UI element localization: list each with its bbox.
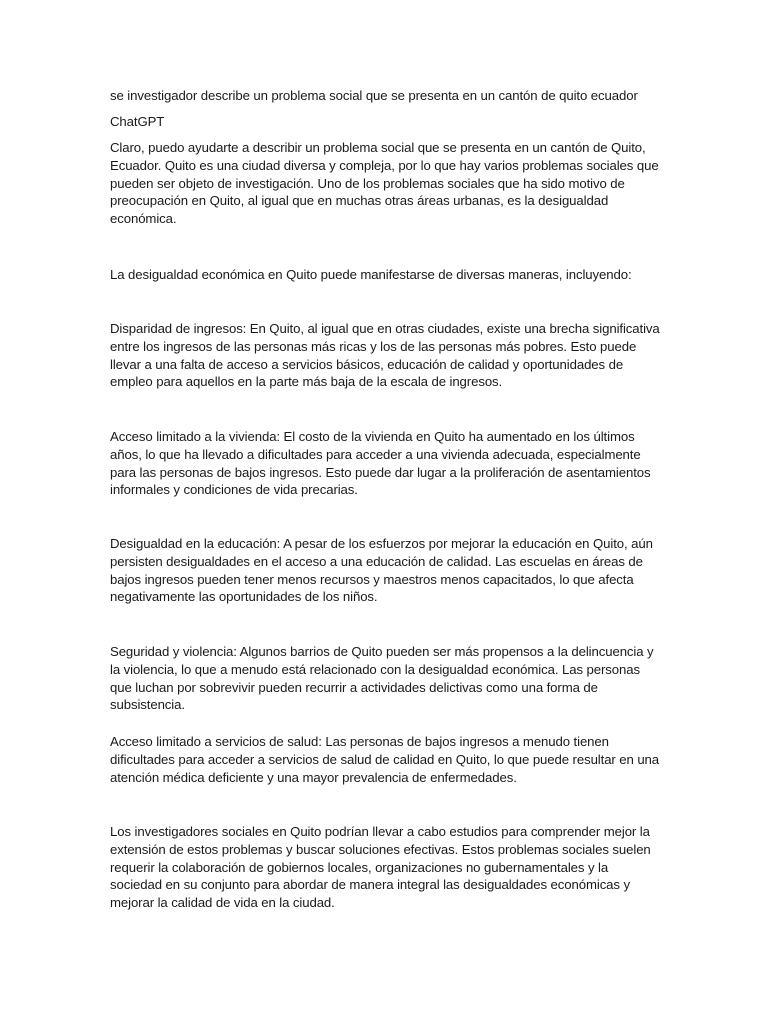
paragraph-housing-access: Acceso limitado a la vivienda: El costo de la vivienda en Quito ha aumentado en los últimos años, lo que ha llevado a dificultades para acceder a una vivienda adecuada, especialmente para las personas de bajos ingresos. Esto puede dar lugar a la proliferación de asentamientos informales y condiciones de vida precarias. — [110, 429, 651, 498]
paragraph-income-disparity: Disparidad de ingresos: En Quito, al igual que en otras ciudades, existe una brecha significativa entre los ingresos de las personas más ricas y los de las personas más pobres. Esto puede llevar a una falta de acceso a servicios básicos, educación de calidad y oportunidades de empleo para aquellos en la parte más baja de la escala de ingresos. — [110, 321, 660, 390]
paragraph-education-inequality: Desigualdad en la educación: A pesar de los esfuerzos por mejorar la educación en Quito, aún persisten desigualdades en el acceso a una educación de calidad. Las escuelas en áreas de bajos ingresos pueden tener menos recursos y maestros menos capacitados, lo que afecta negativamente las oportunidades de los niños. — [110, 536, 653, 605]
closing-paragraph: Los investigadores sociales en Quito podrían llevar a cabo estudios para comprender mejor la extensión de estos problemas y buscar soluciones efectivas. Estos problemas sociales suelen requerir la colaboración de gobiernos locales, organizaciones no gubernamentales y la sociedad en su conjunto para abordar de manera integral las desigualdades económicas y mejorar la calidad de vida en la ciudad. — [110, 824, 651, 911]
paragraph-health-access: Acceso limitado a servicios de salud: Las personas de bajos ingresos a menudo tienen dificultades para acceder a servicios de salud de calidad en Quito, lo que puede resultar en una atención médica deficiente y una mayor prevalencia de enfermedades. — [110, 734, 660, 785]
intro-paragraph: Claro, puedo ayudarte a describir un problema social que se presenta en un cantón de Quito, Ecuador. Quito es una ciudad diversa y compleja, por lo que hay varios problemas sociales que pueden ser objeto de investigación. Uno de los problemas sociales que ha sido motivo de preocupación en Quito, al igual que en muchas otras áreas urbanas, es la desigualdad económica. — [110, 140, 659, 227]
author-label: ChatGPT — [110, 114, 165, 129]
paragraph-security-violence: Seguridad y violencia: Algunos barrios de Quito pueden ser más propensos a la delincuencia y la violencia, lo que a menudo está relacionado con la desigualdad económica. Las personas que luchan por sobrevivir pueden recurrir a actividades delictivas como una forma de subsistencia. — [110, 644, 654, 713]
question-text: se investigador describe un problema social que se presenta en un cantón de quito ecuador — [110, 88, 638, 103]
lead-paragraph: La desigualdad económica en Quito puede manifestarse de diversas maneras, incluyendo: — [110, 267, 632, 282]
